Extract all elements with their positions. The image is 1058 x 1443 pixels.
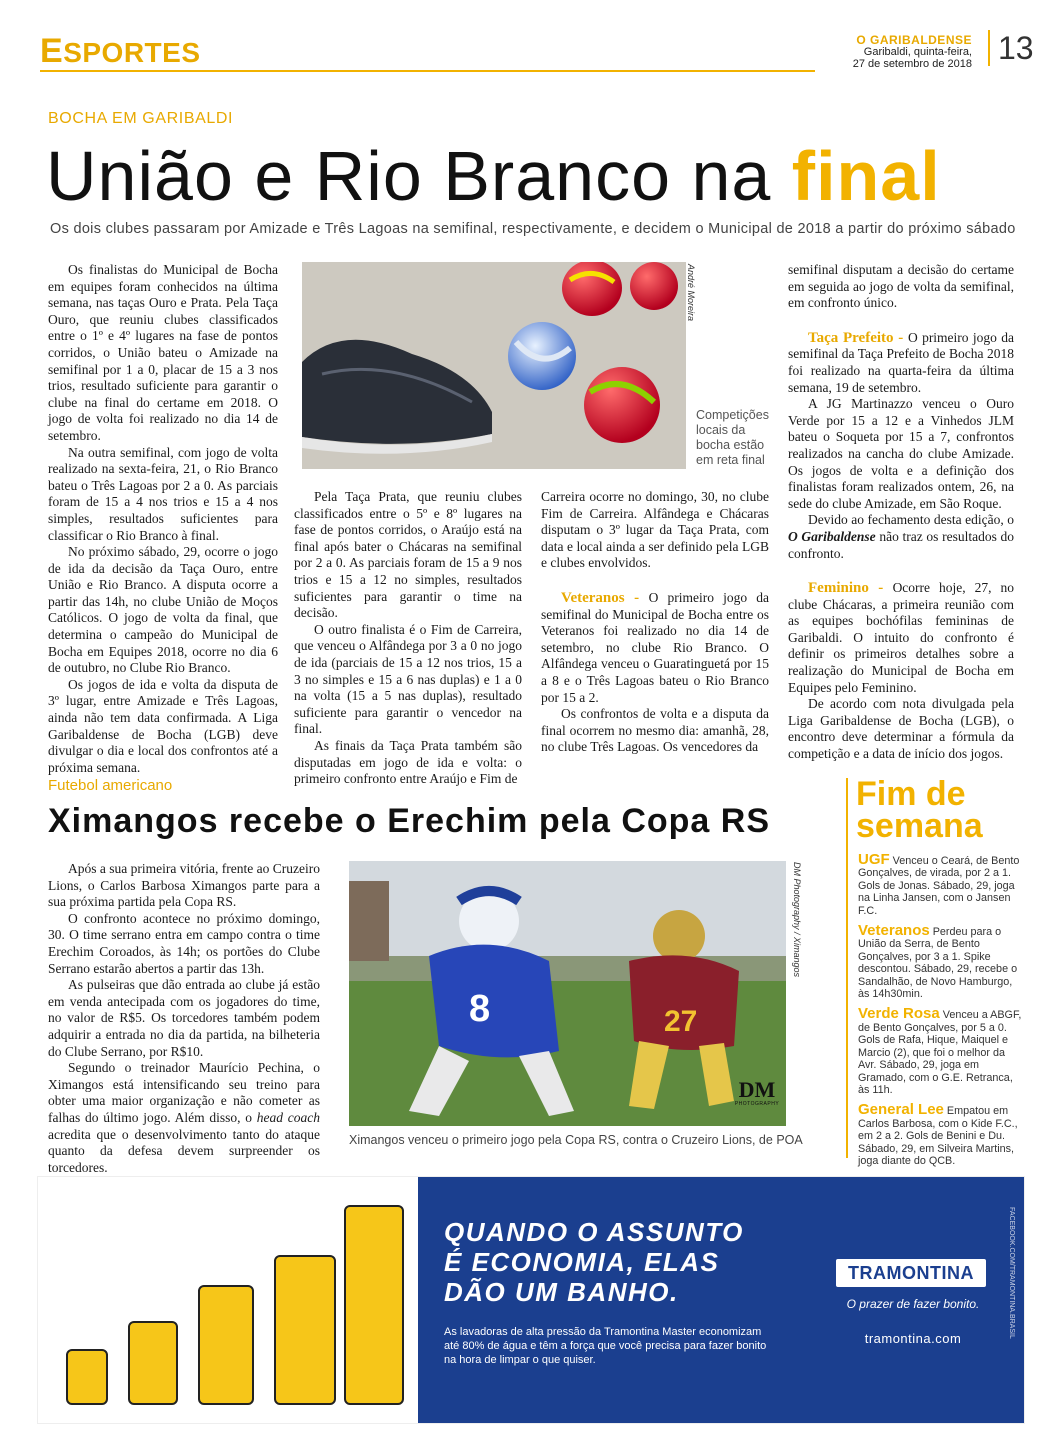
paragraph: O outro finalista é o Fim de Carreira, que venceu o Alfândega por 3 a 0 no jogo de ida (parciais de 15 a 12 nos trios, 15 a 3 no simples e 15 a 6 nas duplas) e 1 a 0 na volta (15 a 5 nas duplas), resultado suficiente para garantir o vencedor na final. [294,621,522,737]
prefeito-text: O primeiro jogo da semifinal da Taça Prefeito de Bocha 2018 foi realizado na quarta-feira da última semana, 19 de setembro. [788,329,1014,395]
p3-text-b: não traz os resultados do confronto. [788,528,1014,561]
washer-icon [344,1205,404,1405]
story1-headline [46,134,941,218]
washer-icon [198,1285,254,1405]
paragraph [48,1060,320,1176]
photo-credit: André Moreira [686,264,696,322]
bocha-photo-illustration [302,262,686,469]
story1-column-3 [541,489,769,756]
sidebar-text: Venceu o Ceará, de Bento Gonçalves, de virada, por 2 a 1. Gols de Jonas. Sábado, 29, joga na Linha Jansen, com o Jansen F.C. [858,855,1020,917]
lead-prefeito: Taça Prefeito - [808,329,908,346]
feminino-text: Ocorre hoje, 27, no clube Chácaras, a primeira reunião com as equipes bochófilas femininas de Garibaldi. O intuito do confronto é definir os primeiros detalhes sobre a realização do Municipal de Bocha em Equipes pelo Feminino. [788,580,1014,695]
ad-website-link[interactable]: tramontina.com [864,1331,962,1346]
story2-column [48,861,320,1176]
paragraph: De acordo com nota divulgada pela Liga Garibaldense de Bocha (LGB), o encontro deve determinar a fórmula da competição e a data de início dos jogos. [788,696,1014,762]
story1-subhead: Os dois clubes passaram por Amizade e Três Lagoas na semifinal, respectivamente, e decidem o Municipal de 2018 a partir do próximo sábado [50,221,1016,237]
football-photo-illustration [349,861,786,1126]
sidebar-team: General Lee [858,1101,944,1119]
paragraph [788,512,1014,562]
ad-slogan: O prazer de fazer bonito. [846,1297,980,1311]
ad-message-panel [418,1177,1024,1423]
story1-column-4 [788,262,1014,763]
paragraph: A JG Martinazzo venceu o Ouro Verde por 15 a 12 e a Vinhedos JLM bateu o Soqueta por 15 a 7, confrontos realizados na cancha do clube Amizade. Os jogos de volta e a definição dos finalistas foram realizados ontem, 26, na sede do clube Amizade, em São Roque. [788,396,1014,511]
sidebar-item [846,851,1022,917]
last-text-a: Segundo o treinador Maurício Pechina, o Ximangos está intensificando seu treino para obter uma maior organização e não cometer as falhas do último jogo. Além disso, o [48,1060,320,1125]
washer-icon [128,1321,178,1405]
paper-name-inline: O Garibaldense [788,528,876,544]
lead-veteranos: Veteranos - [561,589,649,606]
story2-kicker: Futebol americano [48,777,173,794]
ad-headline-line: É ECONOMIA, ELAS [444,1247,720,1277]
feminino-paragraph [788,580,1014,696]
tramontina-logo: TRAMONTINA [836,1259,986,1287]
story1-column-2 [294,489,522,788]
weekend-sidebar [846,775,1022,1167]
paragraph: No próximo sábado, 29, ocorre o jogo de ida da decisão da Taça Ouro, entre União e Rio Branco. A disputa ocorre a partir das 14h, no clube União de Moços Católicos. O jogo de volta da final, que determina o campeão do Municipal de Bocha em Equipes 2018, ocorre no dia 6 de outubro, no Clube Rio Branco. [48,544,278,676]
veteranos-paragraph [541,590,769,706]
headline-accent: final [791,137,941,215]
paragraph: Após a sua primeira vitória, frente ao Cruzeiro Lions, o Carlos Barbosa Ximangos parte para a sua próxima partida pela Copa RS. [48,861,320,910]
ad-headline [444,1217,744,1307]
dateline-2: 27 de setembro de 2018 [852,58,972,70]
story1-column-1 [48,262,278,776]
paragraph: As pulseiras que dão entrada ao clube já estão em venda antecipada com os jogadores do time, no valor de R$5. Os torcedores também podem adquirir a entrada no dia da partida, na bilheteria do Clube Serrano, por R$10. [48,977,320,1059]
paragraph: semifinal disputam a decisão do certame em seguida ao jogo de volta da semifinal, em confronto único. [788,262,1014,311]
veteranos-text: O primeiro jogo da semifinal do Municipal de Bocha entre os Veteranos foi realizado no dia 14 de setembro, no clube Rio Branco. O Alfândega venceu o Guaratinguetá por 15 a 8 e o Três Lagoas bateu o Rio Branco por 15 a 2. [541,589,769,705]
head-coach-term: head coach [256,1109,320,1125]
photo2-credit: DM Photography / Ximangos [792,862,802,978]
bocha-photo [302,262,686,469]
prefeito-paragraph [788,330,1014,396]
paragraph: Na outra semifinal, com jogo de volta realizado na sexta-feira, 21, o Rio Branco bateu o Três Lagoas por 2 a 0. As parciais foram de 15 a 4 nos trios e 15 a 4 nos simples, resultados suficientes para classificar o Rio Branco à final. [48,444,278,543]
photo-caption: Competições locais da bocha estão em reta final [696,408,769,467]
sidebar-team: UGF [858,851,890,868]
sidebar-title-1: Fim de [856,775,966,813]
sidebar-text: Empatou em Carlos Barbosa, com o Kide F.C., em 2 a 2. Gols de Benini e Du. Sábado, 29, em Silveira Martins, joga diante do QCB. [858,1105,1018,1167]
paragraph: Os finalistas do Municipal de Bocha em equipes foram conhecidos na última semana, nas taças Ouro e Prata. Pela Taça Ouro, que reuniu clubes classificados entre o 1º e 4º lugares na fase de pontos corridos, o União bateu o Amizade na semifinal por 1 a 0, placar de 15 a 3 nos trios, resultado suficiente para garantir o clube na final do certame em 2018. O jogo de volta foi realizado no dia 14 de setembro. [48,262,278,443]
washer-icon [66,1349,108,1405]
dateline-1: Garibaldi, quinta-feira, [863,46,972,58]
paragraph: As finais da Taça Prata também são disputadas em jogo de ida e volta: o primeiro confronto entre Araújo e Fim de [294,737,522,787]
ad-body: As lavadoras de alta pressão da Tramontina Master economizam até 80% de água e têm a força que você precisa para fazer bonito na hora de limpar o que quiser. [444,1326,767,1366]
sidebar-item [846,922,1022,1001]
sidebar-team: Veteranos [858,922,930,940]
page-number: 13 [988,30,1034,66]
paragraph: Pela Taça Prata, que reuniu clubes classificados entre o 5º e 8º lugares na fase de pontos corridos, o Araújo está na final após bater o Chácaras na semifinal por 2 a 0. As parciais foram de 15 a 9 nos trios e 15 a 12 no simples, resultados suficientes para garantir o time na decisão. [294,489,522,621]
sidebar-text: Venceu a ABGF, de Bento Gonçalves, por 5 a 0. Gols de Rafa, Hique, Maiquel e Marcio (2), que foi o melhor da Avr. Sábado, 29, joga em Gramado, com o G.E. Retranca, às 11h. [858,1009,1022,1096]
section-title: ESPORTES [40,32,201,70]
paragraph: Carreira ocorre no domingo, 30, no clube Fim de Carreira. Alfândega e Chácaras disputam o 3º lugar da Taça Prata, com data e local ainda a ser definido pela LGB e clubes envolvidos. [541,489,769,571]
tramontina-ad[interactable] [37,1176,1025,1424]
sidebar-item [846,1101,1022,1167]
lead-feminino: Feminino - [808,580,893,597]
ad-headline-line: DÃO UM BANHO. [444,1277,679,1307]
paragraph: Os jogos de ida e volta da disputa de 3º lugar, entre Amizade e Três Lagoas, ainda não tem data confirmada. A Liga Garibaldense de Bocha (LGB) deve divulgar o dia e local dos confrontos até a próxima semana. [48,676,278,775]
headline-main: União e Rio Branco na [46,137,792,215]
story2-headline: Ximangos recebe o Erechim pela Copa RS [48,802,771,840]
paragraph: Os confrontos de volta e a disputa da final ocorrem no mesmo dia: amanhã, 28, no clube Três Lagoas. Os vencedores da [541,706,769,755]
sidebar-text: Perdeu para o União da Serra, de Bento Gonçalves, por 3 a 1. Spike descontou. Sábado, 29, recebe o Sandalhão, de Novo Hamburgo, às 14h30min. [858,926,1018,1001]
last-text-b: acredita que o desenvolvimento tanto do ataque quanto da defesa devem surpreender os torcedores. [48,1126,320,1175]
football-photo [349,861,786,1126]
jersey-number-blue: 8 [469,988,491,1030]
ad-side-text: FACEBOOK.COM/TRAMONTINA.BRASIL [1008,1207,1015,1339]
sidebar-title-2: semana [856,807,983,845]
dm-logo [733,1079,781,1107]
sidebar-item [846,1005,1022,1096]
section-rule [40,70,815,72]
washer-icon [274,1255,336,1405]
p3-text-a: Devido ao fechamento desta edição, o [808,512,1014,528]
paper-name: O GARIBALDENSE [856,33,972,47]
ad-headline-line: QUANDO O ASSUNTO [444,1217,744,1247]
ad-product-panel [38,1177,418,1423]
sidebar-team: Verde Rosa [858,1005,940,1023]
dm-logo-sub: PHOTOGRAPHY [734,1101,780,1107]
jersey-number-red: 27 [664,1005,698,1038]
masthead [853,34,972,70]
story1-kicker: BOCHA EM GARIBALDI [48,110,234,127]
photo2-caption: Ximangos venceu o primeiro jogo pela Copa RS, contra o Cruzeiro Lions, de POA [349,1133,803,1147]
paragraph: O confronto acontece no próximo domingo, 30. O time serrano entra em campo contra o time Erechim Coroados, às 14h; os portões do Clube Serrano estarão abertos a partir das 13h. [48,910,320,976]
dm-logo-text: DM [738,1077,776,1102]
